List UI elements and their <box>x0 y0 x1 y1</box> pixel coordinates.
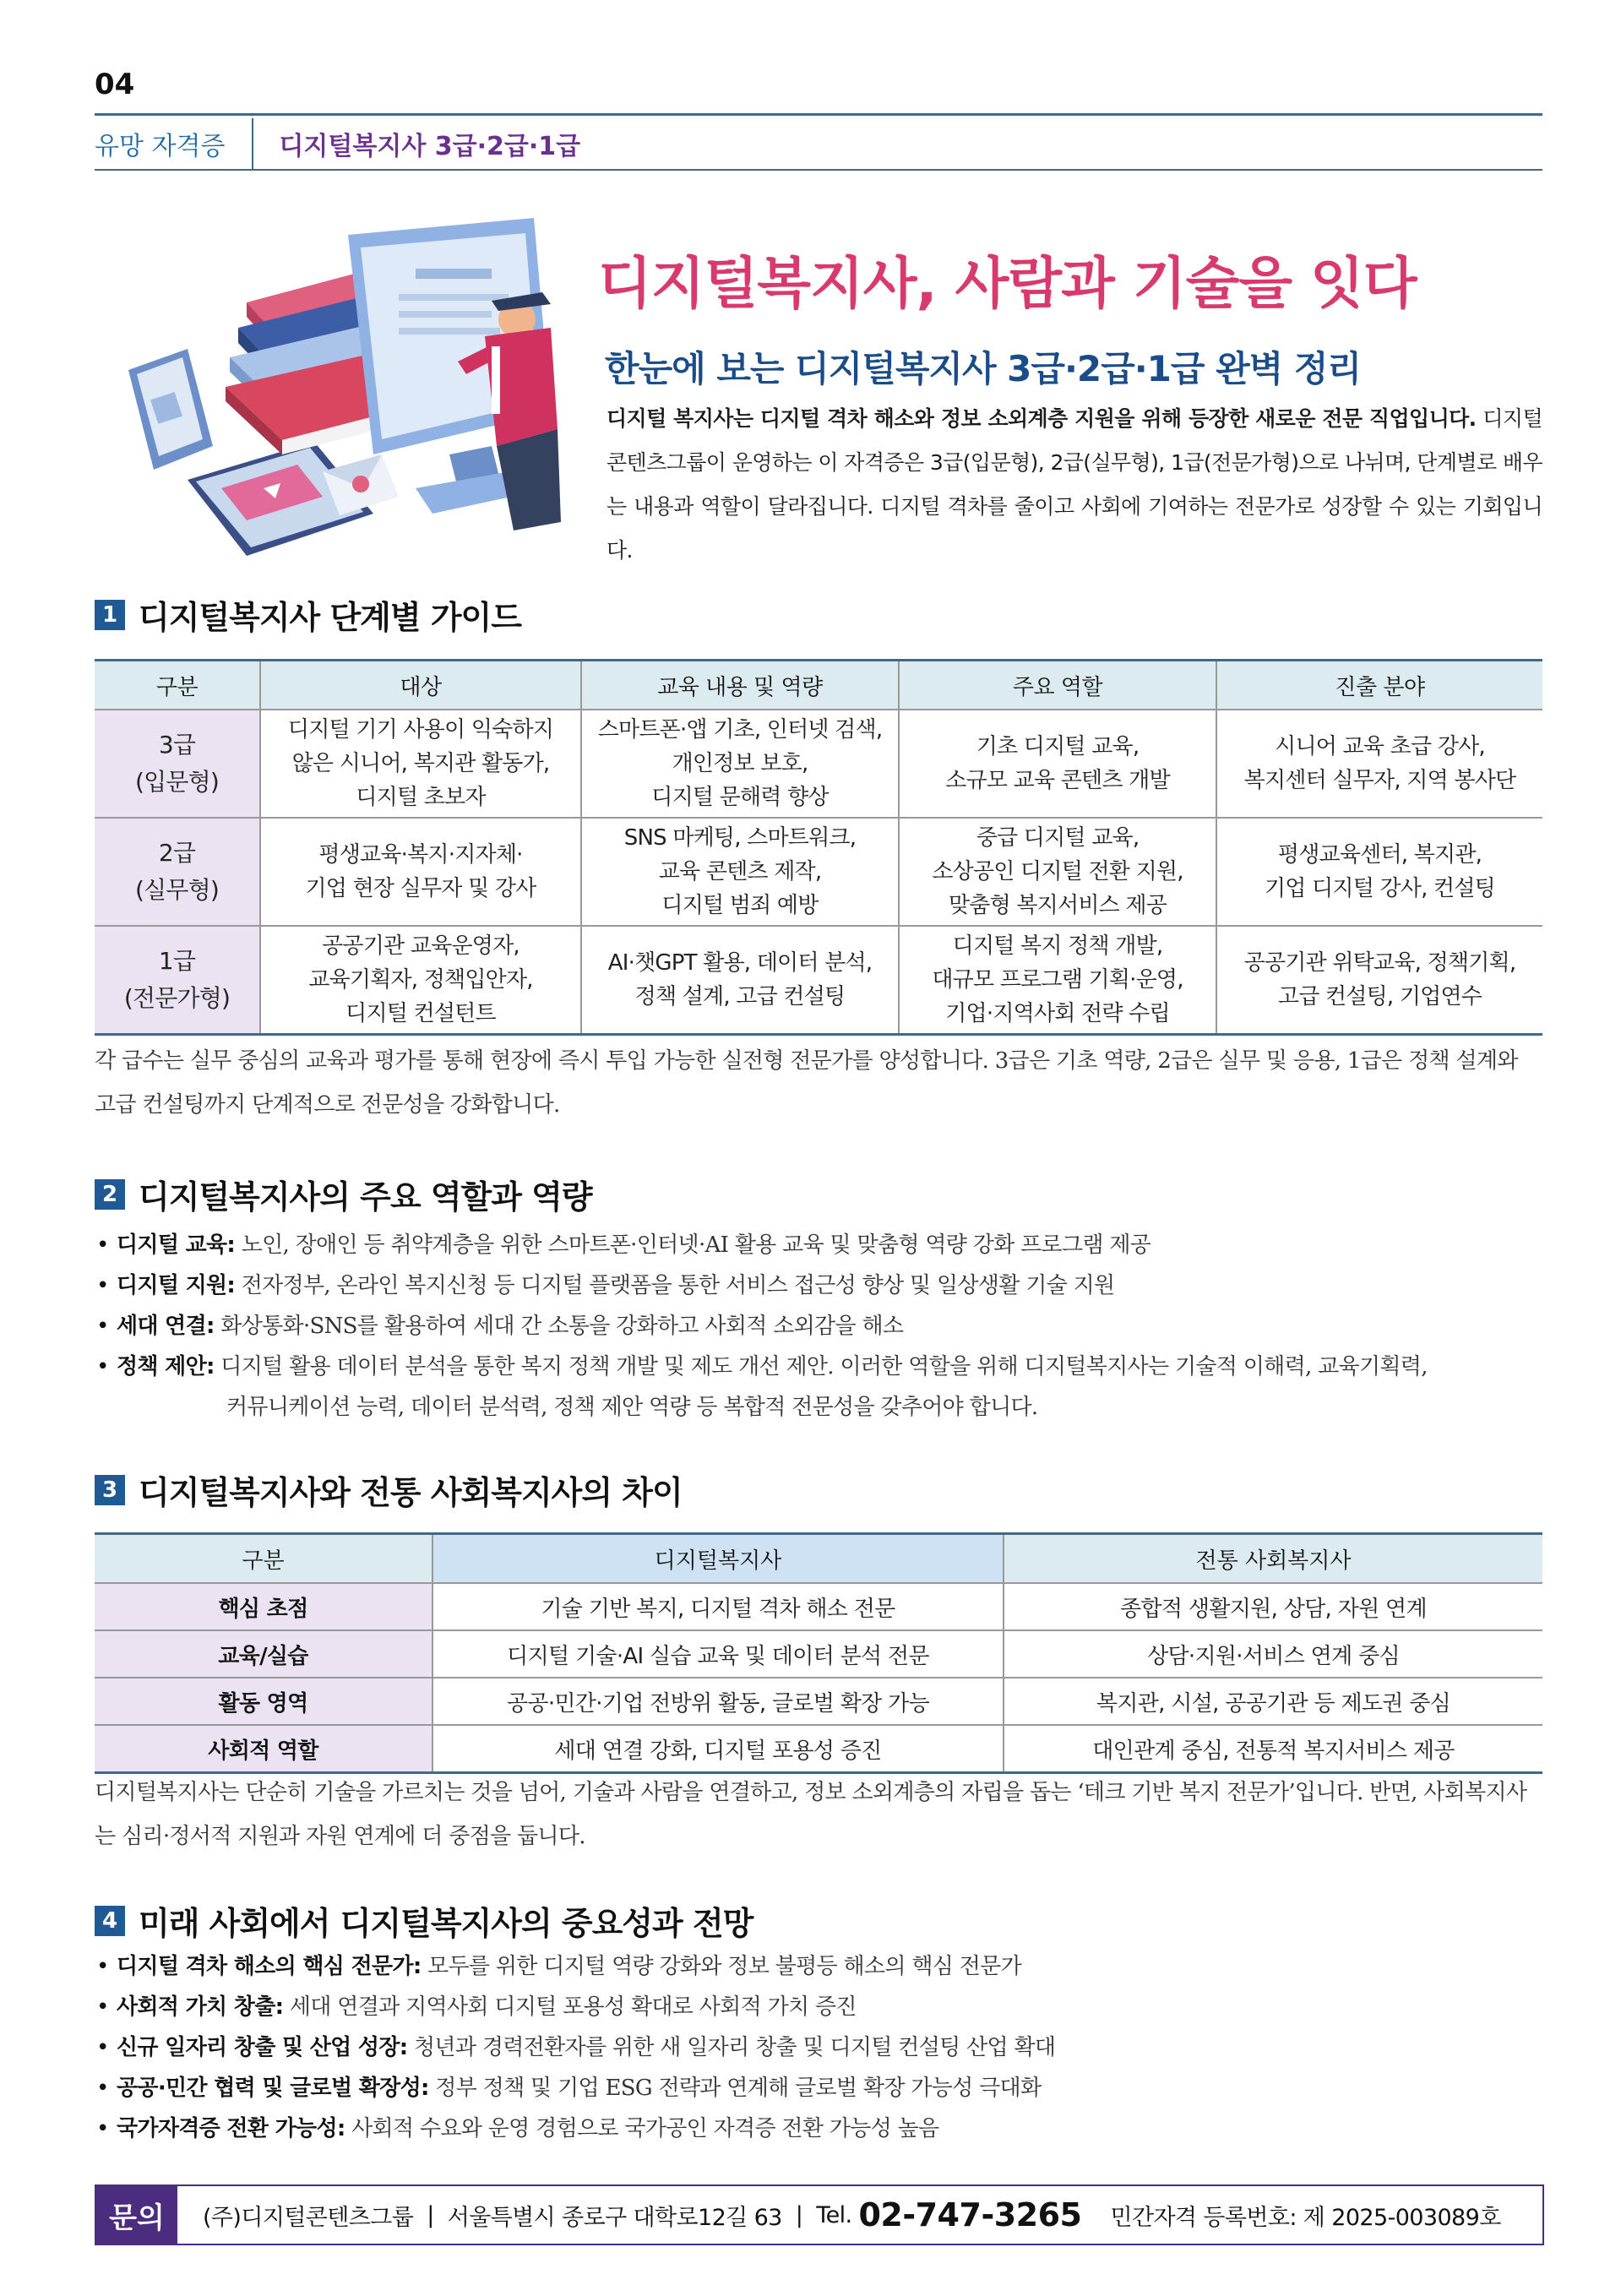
row-label: 사회적 역할 <box>95 1725 432 1773</box>
career-cell: 평생교육센터, 복지관, 기업 디지털 강사, 컨설팅 <box>1216 818 1542 926</box>
level-type: (입문형) <box>135 768 219 796</box>
table-header-cell: 구분 <box>95 661 260 710</box>
table-row <box>95 1583 1542 1630</box>
company-name: (주)디지털콘텐츠그룹 <box>203 2204 414 2231</box>
breadcrumb-divider <box>252 118 253 169</box>
section-2-number: 2 <box>95 1179 125 1210</box>
education-cell: 스마트폰·앱 기초, 인터넷 검색, 개인정보 보호, 디지털 문해력 향상 <box>581 710 899 818</box>
hero-intro-rest: 디지털콘텐츠그룹이 운영하는 이 자격증은 3급(입문형), 2급(실무형), 1급(전문가형)으로 나뉘며, 단계별로 배우는 내용과 역할이 달라집니다. 디지털 격차를 줄이고 사회에 기여하는 전문가로 성장할 수 있는 기회입니다. <box>607 406 1542 563</box>
list-item: • 디지털 격차 해소의 핵심 전문가: 모두를 위한 디지털 역량 강화와 정보 불평등 해소의 핵심 전문가 <box>95 1946 1542 1987</box>
section-1-number: 1 <box>95 600 125 630</box>
list-item: • 세대 연결: 화상통화·SNS를 활용하여 세대 간 소통을 강화하고 사회적 소외감을 해소 <box>95 1306 1542 1347</box>
hero-title: 디지털복지사, 사람과 기술을 잇다 <box>598 251 1417 316</box>
table-cell: 복지관, 시설, 공공기관 등 제도권 중심 <box>1004 1678 1542 1725</box>
target-cell: 디지털 기기 사용이 익숙하지 않은 시니어, 복지관 활동가, 디지털 초보자 <box>260 710 581 818</box>
list-item: • 신규 일자리 창출 및 산업 성장: 청년과 경력전환자를 위한 새 일자리 창출 및 디지털 컨설팅 산업 확대 <box>95 2027 1542 2068</box>
phone-number[interactable]: 02-747-3265 <box>858 2196 1082 2233</box>
level-type: (실무형) <box>135 876 219 904</box>
divider: | <box>795 2201 803 2228</box>
role-cell: 기초 디지털 교육, 소규모 교육 콘텐츠 개발 <box>899 710 1216 818</box>
breadcrumb-title: 디지털복지사 3급·2급·1급 <box>279 132 581 161</box>
table-cell: 세대 연결 강화, 디지털 포용성 증진 <box>432 1725 1004 1773</box>
contact-label: 문의 <box>96 2186 177 2244</box>
section-3-note: 디지털복지사는 단순히 기술을 가르치는 것을 넘어, 기술과 사람을 연결하고, 정보 소외계층의 자립을 돕는 ‘테크 기반 복지 전문가’입니다. 반면, 사회복지사는 심리·정서적 지원과 자원 연계에 더 중점을 둡니다. <box>95 1780 1527 1849</box>
section-3-number: 3 <box>95 1475 125 1505</box>
header-rule <box>95 113 1542 116</box>
section-2-title: 디지털복지사의 주요 역할과 역량 <box>139 1178 592 1216</box>
education-cell: AI·챗GPT 활용, 데이터 분석, 정책 설계, 고급 컨설팅 <box>581 926 899 1035</box>
table-cell: 종합적 생활지원, 상담, 자원 연계 <box>1004 1583 1542 1630</box>
role-cell: 중급 디지털 교육, 소상공인 디지털 전환 지원, 맞춤형 복지서비스 제공 <box>899 818 1216 926</box>
registration-number: 민간자격 등록번호: 제 2025-003089호 <box>1110 2204 1501 2231</box>
table-cell: 상담·지원·서비스 연계 중심 <box>1004 1630 1542 1678</box>
hero-intro-bold: 디지털 복지사는 디지털 격차 해소와 정보 소외계층 지원을 위해 등장한 새로운 전문 직업입니다. <box>607 406 1477 431</box>
career-cell: 시니어 교육 초급 강사, 복지센터 실무자, 지역 봉사단 <box>1216 710 1542 818</box>
list-item: • 공공·민간 협력 및 글로벌 확장성: 정부 정책 및 기업 ESG 전략과 연계해 글로벌 확장 가능성 극대화 <box>95 2068 1542 2108</box>
phone-icon <box>128 349 213 470</box>
table-cell: 기술 기반 복지, 디지털 격차 해소 전문 <box>432 1583 1004 1630</box>
list-item: • 디지털 지원: 전자정부, 온라인 복지신청 등 디지털 플랫폼을 통한 서비스 접근성 향상 및 일상생활 기술 지원 <box>95 1265 1542 1306</box>
row-label: 핵심 초점 <box>95 1583 432 1630</box>
table-row <box>95 1678 1542 1725</box>
table-cell: 공공·민간·기업 전방위 활동, 글로벌 확장 가능 <box>432 1678 1004 1725</box>
section-4-title: 미래 사회에서 디지털복지사의 중요성과 전망 <box>139 1905 753 1942</box>
section-3-heading <box>95 1466 683 1513</box>
level-guide-table <box>95 659 1542 1036</box>
header-rule-bottom <box>95 169 1542 171</box>
row-label: 활동 영역 <box>95 1678 432 1725</box>
section-3-title: 디지털복지사와 전통 사회복지사의 차이 <box>139 1474 683 1511</box>
target-cell: 평생교육·복지·지자체· 기업 현장 실무자 및 강사 <box>260 818 581 926</box>
section-4-number: 4 <box>95 1906 125 1936</box>
table-cell: 대인관계 중심, 전통적 복지서비스 제공 <box>1004 1725 1542 1773</box>
comparison-table <box>95 1532 1542 1774</box>
roles-list <box>95 1225 1542 1428</box>
level-type: (전문가형) <box>123 984 231 1012</box>
contact-bar <box>95 2184 1544 2245</box>
address: 서울특별시 종로구 대학로12길 63 <box>447 2204 782 2231</box>
table-header-cell: 구분 <box>95 1534 432 1584</box>
outlook-list <box>95 1946 1542 2149</box>
lesson-illustration <box>95 201 585 590</box>
table-row <box>95 818 1542 926</box>
section-1-heading <box>95 591 521 638</box>
list-item: • 사회적 가치 창출: 세대 연결과 지역사회 디지털 포용성 확대로 사회적 가치 증진 <box>95 1987 1542 2027</box>
table-header-cell: 진출 분야 <box>1216 661 1542 710</box>
table-cell: 디지털 기술·AI 실습 교육 및 데이터 분석 전문 <box>432 1630 1004 1678</box>
row-label: 교육/실습 <box>95 1630 432 1678</box>
level-cell <box>95 710 260 818</box>
divider: | <box>427 2201 434 2228</box>
table-header-cell: 전통 사회복지사 <box>1004 1534 1542 1584</box>
education-cell: SNS 마케팅, 스마트워크, 교육 콘텐츠 제작, 디지털 범죄 예방 <box>581 818 899 926</box>
table-row <box>95 710 1542 818</box>
table-header-row <box>95 661 1542 710</box>
hero-subtitle: 한눈에 보는 디지털복지사 3급·2급·1급 완벽 정리 <box>605 348 1361 389</box>
section-2-heading <box>95 1171 592 1217</box>
table-row <box>95 926 1542 1035</box>
role-cell: 디지털 복지 정책 개발, 대규모 프로그램 기획·운영, 기업·지역사회 전략 수립 <box>899 926 1216 1035</box>
level-cell <box>95 818 260 926</box>
list-item: • 디지털 교육: 노인, 장애인 등 취약계층을 위한 스마트폰·인터넷·AI 활용 교육 및 맞춤형 역량 강화 프로그램 제공 <box>95 1225 1542 1265</box>
list-item: • 국가자격증 전환 가능성: 사회적 수요와 운영 경험으로 국가공인 자격증 전환 가능성 높음 <box>95 2108 1542 2149</box>
table-header-cell: 대상 <box>260 661 581 710</box>
table-header-cell: 교육 내용 및 역량 <box>581 661 899 710</box>
table-header-cell: 디지털복지사 <box>432 1534 1004 1584</box>
page-number: 04 <box>95 68 135 101</box>
level-name: 3급 <box>158 731 196 759</box>
table-header-cell: 주요 역할 <box>899 661 1216 710</box>
contact-info <box>177 2196 1542 2233</box>
table-row <box>95 1725 1542 1773</box>
section-1-title: 디지털복지사 단계별 가이드 <box>139 599 521 636</box>
breadcrumb-category: 유망 자격증 <box>95 132 226 161</box>
level-name: 1급 <box>158 947 196 975</box>
section-1-note: 각 급수는 실무 중심의 교육과 평가를 통해 현장에 즉시 투입 가능한 실전형 전문가를 양성합니다. 3급은 기초 역량, 2급은 실무 및 응용, 1급은 정책 설계와 고급 컨설팅까지 단계적으로 전문성을 강화합니다. <box>95 1048 1518 1118</box>
target-cell: 공공기관 교육운영자, 교육기획자, 정책입안자, 디지털 컨설턴트 <box>260 926 581 1035</box>
tel-label: Tel. <box>816 2201 852 2228</box>
breadcrumb <box>95 118 580 169</box>
hero-intro <box>607 397 1542 573</box>
career-cell: 공공기관 위탁교육, 정책기획, 고급 컨설팅, 기업연수 <box>1216 926 1542 1035</box>
table-row <box>95 1630 1542 1678</box>
level-name: 2급 <box>158 839 196 867</box>
list-item: • 정책 제안: 디지털 활용 데이터 분석을 통한 복지 정책 개발 및 제도 개선 제안. 이러한 역할을 위해 디지털복지사는 기술적 이해력, 교육기획력, 커뮤니케이션 능력, 데이터 분석력, 정책 제안 역량 등 복합적 전문성을 갖추어야 합니다. <box>95 1347 1542 1428</box>
level-cell <box>95 926 260 1035</box>
table-header-row <box>95 1534 1542 1584</box>
section-4-heading <box>95 1897 753 1944</box>
